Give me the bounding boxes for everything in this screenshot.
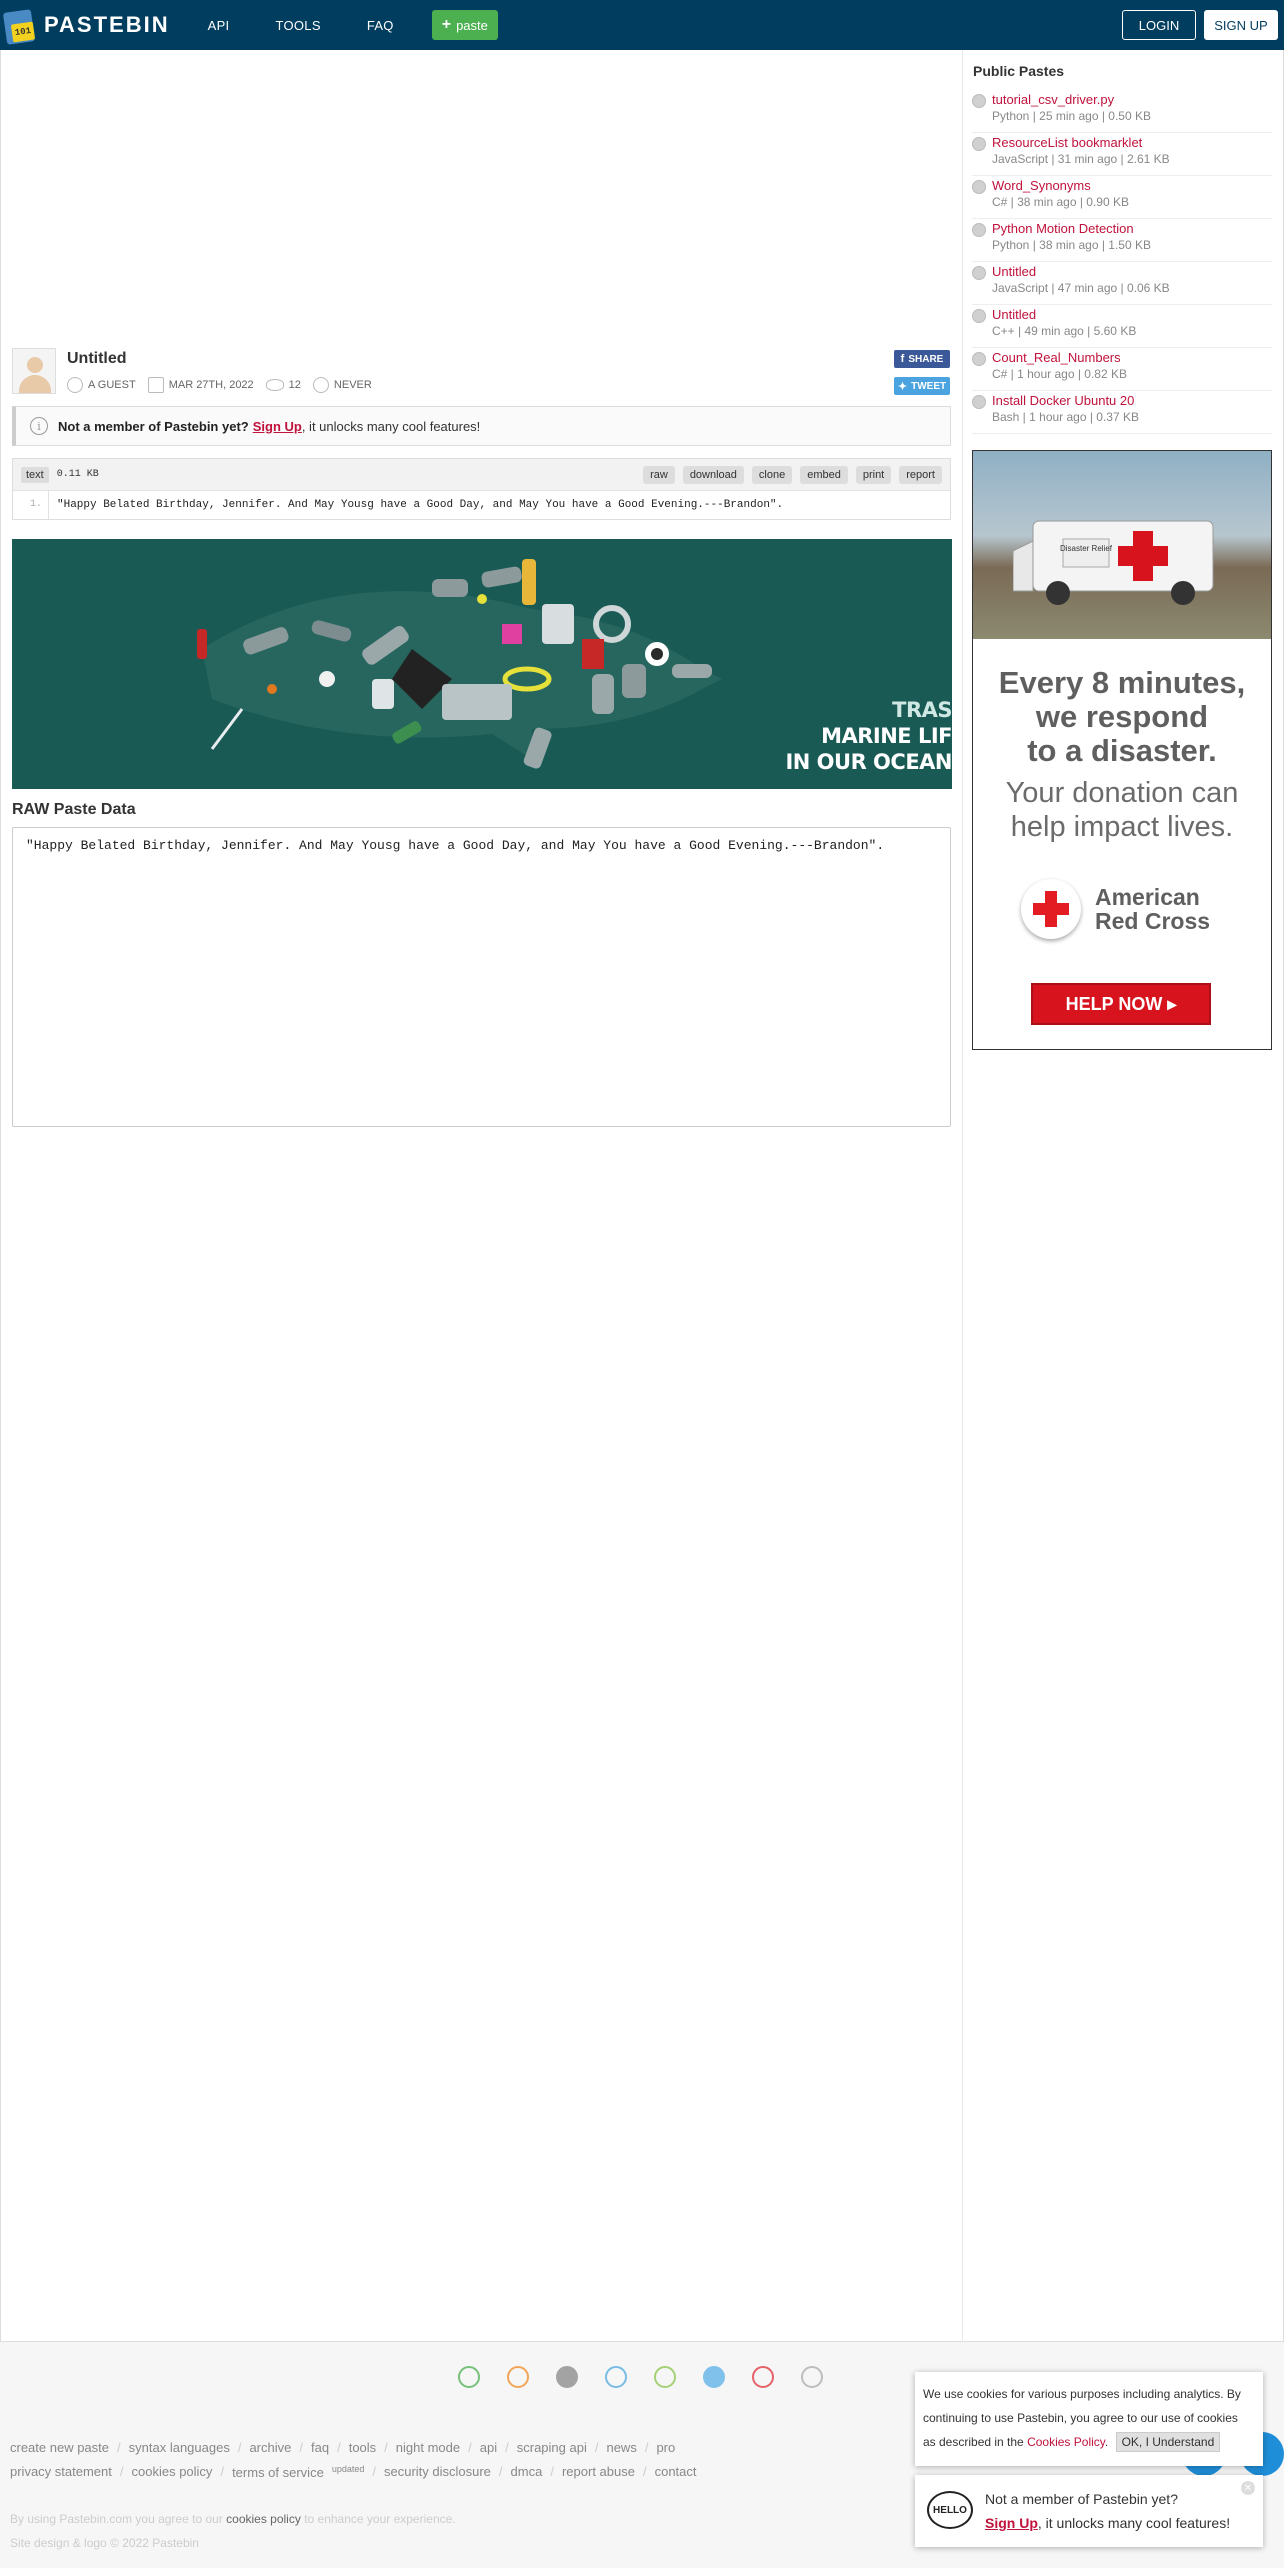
raw-paste-textarea[interactable]: "Happy Belated Birthday, Jennifer. And May Yousg have a Good Day, and May You have a Good Evening.---Brandon". xyxy=(12,827,951,1127)
relief-van-image xyxy=(1013,511,1233,611)
print-button[interactable]: print xyxy=(856,466,891,484)
x-app-icon[interactable] xyxy=(703,2366,725,2388)
paste-expiration: NEVER xyxy=(333,379,372,391)
clone-button[interactable]: clone xyxy=(752,466,792,484)
banner-line-1: TRAS xyxy=(892,698,952,722)
paste-code-box xyxy=(12,458,951,520)
chrome-icon[interactable] xyxy=(458,2366,480,2388)
paste-date: MAR 27TH, 2022 xyxy=(168,379,254,391)
list-item xyxy=(972,219,1272,262)
windows-icon[interactable] xyxy=(605,2366,627,2388)
footer-link[interactable]: archive xyxy=(249,2440,292,2455)
globe-icon xyxy=(972,352,986,366)
paste-meta-text: Python | 25 min ago | 0.50 KB xyxy=(992,109,1151,123)
agree-post: to enhance your experience. xyxy=(304,2512,456,2526)
globe-icon xyxy=(972,223,986,237)
brand-line-2: Red Cross xyxy=(1095,908,1211,934)
syntax-language-badge[interactable]: text xyxy=(21,467,49,483)
linux-icon[interactable] xyxy=(801,2366,823,2388)
ad-sub-1: Your donation can xyxy=(1005,777,1239,809)
notice-rest: , it unlocks many cool features! xyxy=(301,418,481,434)
banner-line-3: IN OUR OCEAN xyxy=(785,750,952,774)
guest-avatar xyxy=(12,348,56,394)
agree-pre: By using Pastebin.com you agree to our xyxy=(10,2512,223,2526)
paste-meta xyxy=(67,377,384,393)
paste-meta-text: JavaScript | 47 min ago | 0.06 KB xyxy=(992,281,1170,295)
footer-link[interactable]: contact xyxy=(654,2464,697,2479)
paste-meta-text: C# | 38 min ago | 0.90 KB xyxy=(992,195,1129,209)
footer-link[interactable]: create new paste xyxy=(10,2440,110,2455)
ad-headline xyxy=(973,666,1271,768)
public-pastes-title: Public Pastes xyxy=(973,63,1065,79)
help-now-button[interactable]: HELP NOW ▸ xyxy=(1031,983,1211,1025)
footer-link[interactable]: news xyxy=(606,2440,637,2455)
notice-bold: Not a member of Pastebin yet? xyxy=(58,418,249,434)
footer-link[interactable]: cookies policy xyxy=(131,2464,213,2479)
list-item xyxy=(972,391,1272,434)
new-paste-label: paste xyxy=(456,17,488,33)
ad-headline-1: Every 8 minutes, xyxy=(998,665,1246,700)
copyright: Site design & logo © 2022 Pastebin xyxy=(10,2536,199,2550)
paste-link[interactable]: Untitled xyxy=(992,264,1037,279)
sidebar-divider xyxy=(962,50,963,2342)
user-icon xyxy=(67,377,83,393)
paste-link[interactable]: Word_Synonyms xyxy=(992,178,1091,193)
info-icon: i xyxy=(30,417,48,435)
paste-link[interactable]: tutorial_csv_driver.py xyxy=(992,92,1115,107)
brand-line-1: American xyxy=(1095,884,1200,910)
paste-meta-text: C# | 1 hour ago | 0.82 KB xyxy=(992,367,1127,381)
footer-links-row-1: create new paste / syntax languages / archive / faq / tools / night mode / api / scraping api / news / pro xyxy=(10,2440,676,2455)
main-nav xyxy=(208,18,440,33)
new-paste-button[interactable] xyxy=(432,10,498,40)
paste-meta-text: Bash | 1 hour ago | 0.37 KB xyxy=(992,410,1139,424)
firefox-icon[interactable] xyxy=(507,2366,529,2388)
tweet-label: TWEET xyxy=(911,380,947,392)
plus-icon: + xyxy=(441,16,452,33)
embed-button[interactable]: embed xyxy=(800,466,848,484)
ios-icon[interactable] xyxy=(556,2366,578,2388)
expire-icon xyxy=(313,377,329,393)
footer-link[interactable]: privacy statement xyxy=(10,2464,112,2479)
pastebin-logo[interactable] xyxy=(2,0,170,50)
member-notice xyxy=(12,406,951,446)
footer-link[interactable]: scraping api xyxy=(516,2440,587,2455)
cookie-text-3: as described in the xyxy=(923,2435,1024,2449)
paste-meta-text: C++ | 49 min ago | 5.60 KB xyxy=(992,324,1137,338)
tos-updated-sup: updated xyxy=(331,2464,365,2474)
calendar-icon xyxy=(148,377,164,393)
member-popup-signup-link[interactable]: Sign Up xyxy=(985,2515,1038,2531)
footer-link[interactable]: night mode xyxy=(395,2440,461,2455)
member-popup-title: Not a member of Pastebin yet? xyxy=(985,2491,1178,2507)
globe-icon xyxy=(972,137,986,151)
footer-link[interactable]: pro xyxy=(656,2440,676,2455)
cookie-policy-link[interactable]: Cookies Policy xyxy=(1027,2435,1105,2449)
eye-icon xyxy=(266,379,284,391)
android-icon[interactable] xyxy=(654,2366,676,2388)
list-item xyxy=(972,262,1272,305)
logo-badge: 101 xyxy=(11,22,35,43)
public-pastes-list xyxy=(972,90,1272,434)
paste-size: 0.11 KB xyxy=(56,469,99,480)
list-item xyxy=(972,305,1272,348)
twitter-tweet-button[interactable] xyxy=(894,377,950,395)
signup-button[interactable]: SIGN UP xyxy=(1204,10,1278,40)
paste-link[interactable]: Install Docker Ubuntu 20 xyxy=(992,393,1135,408)
notice-signup-link[interactable]: Sign Up xyxy=(252,418,302,434)
red-cross-icon xyxy=(1021,879,1081,939)
paste-link[interactable]: Count_Real_Numbers xyxy=(992,350,1121,365)
globe-icon xyxy=(972,94,986,108)
cookie-ok-button[interactable]: OK, I Understand xyxy=(1116,2432,1221,2452)
nav-api[interactable]: API xyxy=(207,17,230,33)
facebook-share-button[interactable] xyxy=(894,350,950,368)
code-line xyxy=(13,491,950,519)
tos-label: terms of service xyxy=(232,2465,324,2481)
paste-meta-text: JavaScript | 31 min ago | 2.61 KB xyxy=(992,152,1170,166)
paste-meta-text: Python | 38 min ago | 1.50 KB xyxy=(992,238,1151,252)
nav-faq[interactable]: FAQ xyxy=(366,17,394,33)
footer-link[interactable]: report abuse xyxy=(561,2464,635,2479)
code-toolbar xyxy=(13,459,950,491)
raw-paste-title: RAW Paste Data xyxy=(12,801,136,818)
red-cross-ad[interactable] xyxy=(972,450,1272,1050)
footer-link[interactable]: api xyxy=(479,2440,498,2455)
browser-extensions xyxy=(458,2366,850,2388)
logo-text: PASTEBIN xyxy=(44,12,170,37)
ad-subtext xyxy=(973,776,1271,844)
raw-button[interactable]: raw xyxy=(643,466,675,484)
list-item xyxy=(972,176,1272,219)
report-button[interactable]: report xyxy=(899,466,942,484)
ocean-trash-banner-ad[interactable] xyxy=(12,539,952,789)
footer-link[interactable]: faq xyxy=(311,2440,330,2455)
ad-headline-3: to a disaster. xyxy=(1027,733,1217,768)
facebook-icon: f xyxy=(900,353,905,365)
list-item xyxy=(972,90,1272,133)
cookies-agree-text xyxy=(10,2512,456,2526)
login-button[interactable]: LOGIN xyxy=(1122,10,1196,40)
globe-icon xyxy=(972,395,986,409)
member-signup-popup xyxy=(915,2475,1263,2547)
cookie-text-1: We use cookies for various purposes including analytics. By xyxy=(923,2387,1241,2401)
paste-link[interactable]: Python Motion Detection xyxy=(992,221,1134,236)
disaster-relief-photo xyxy=(973,451,1271,639)
nav-tools[interactable]: TOOLS xyxy=(275,17,321,33)
ad-sub-2: help impact lives. xyxy=(1010,811,1234,843)
ad-headline-2: we respond xyxy=(1035,699,1209,734)
hello-bubble-icon: HELLO xyxy=(927,2491,973,2529)
logo-icon xyxy=(2,5,36,45)
paste-author[interactable]: A GUEST xyxy=(88,379,136,391)
twitter-icon: ✦ xyxy=(897,380,908,393)
footer-links-row-2: privacy statement / cookies policy / terms of service $^{updated}$ / security disclosure / dmca / report abuse / contact xyxy=(10,2464,697,2481)
globe-icon xyxy=(972,180,986,194)
paste-title: Untitled xyxy=(67,350,127,367)
list-item xyxy=(972,133,1272,176)
member-popup-rest: , it unlocks many cool features! xyxy=(1037,2515,1231,2531)
list-item xyxy=(972,348,1272,391)
cookie-consent-popup: We use cookies for various purposes including analytics. By continuing to use Pastebin, you agree to our use of cookies as described in the Cookies Policy. OK, I Understand xyxy=(915,2372,1263,2466)
code-text: "Happy Belated Birthday, Jennifer. And May Yousg have a Good Day, and May You have a Good Evening.---Brandon". xyxy=(57,499,784,511)
red-cross-logo xyxy=(1021,879,1210,939)
footer-link[interactable]: security disclosure xyxy=(383,2464,491,2479)
line-number: 1. xyxy=(13,491,49,519)
footer-link[interactable] xyxy=(232,2464,364,2480)
footer-link[interactable]: tools xyxy=(348,2440,377,2455)
banner-line-2: MARINE LIF xyxy=(821,724,952,748)
banner-headline xyxy=(785,697,952,775)
cookies-policy-link[interactable]: cookies policy xyxy=(226,2512,301,2526)
globe-icon xyxy=(972,309,986,323)
paste-link[interactable]: ResourceList bookmarklet xyxy=(992,135,1143,150)
paste-views: 12 xyxy=(288,379,301,391)
share-label: SHARE xyxy=(908,353,944,365)
close-icon[interactable]: ✕ xyxy=(1241,2481,1255,2495)
van-label: Disaster Relief xyxy=(1059,544,1113,553)
footer-link[interactable]: dmca xyxy=(510,2464,543,2479)
download-button[interactable]: download xyxy=(683,466,744,484)
opera-icon[interactable] xyxy=(752,2366,774,2388)
top-header xyxy=(0,0,1284,50)
globe-icon xyxy=(972,266,986,280)
footer-link[interactable]: syntax languages xyxy=(128,2440,230,2455)
paste-link[interactable]: Untitled xyxy=(992,307,1037,322)
cookie-text-2: continuing to use Pastebin, you agree to our use of cookies xyxy=(923,2411,1238,2425)
